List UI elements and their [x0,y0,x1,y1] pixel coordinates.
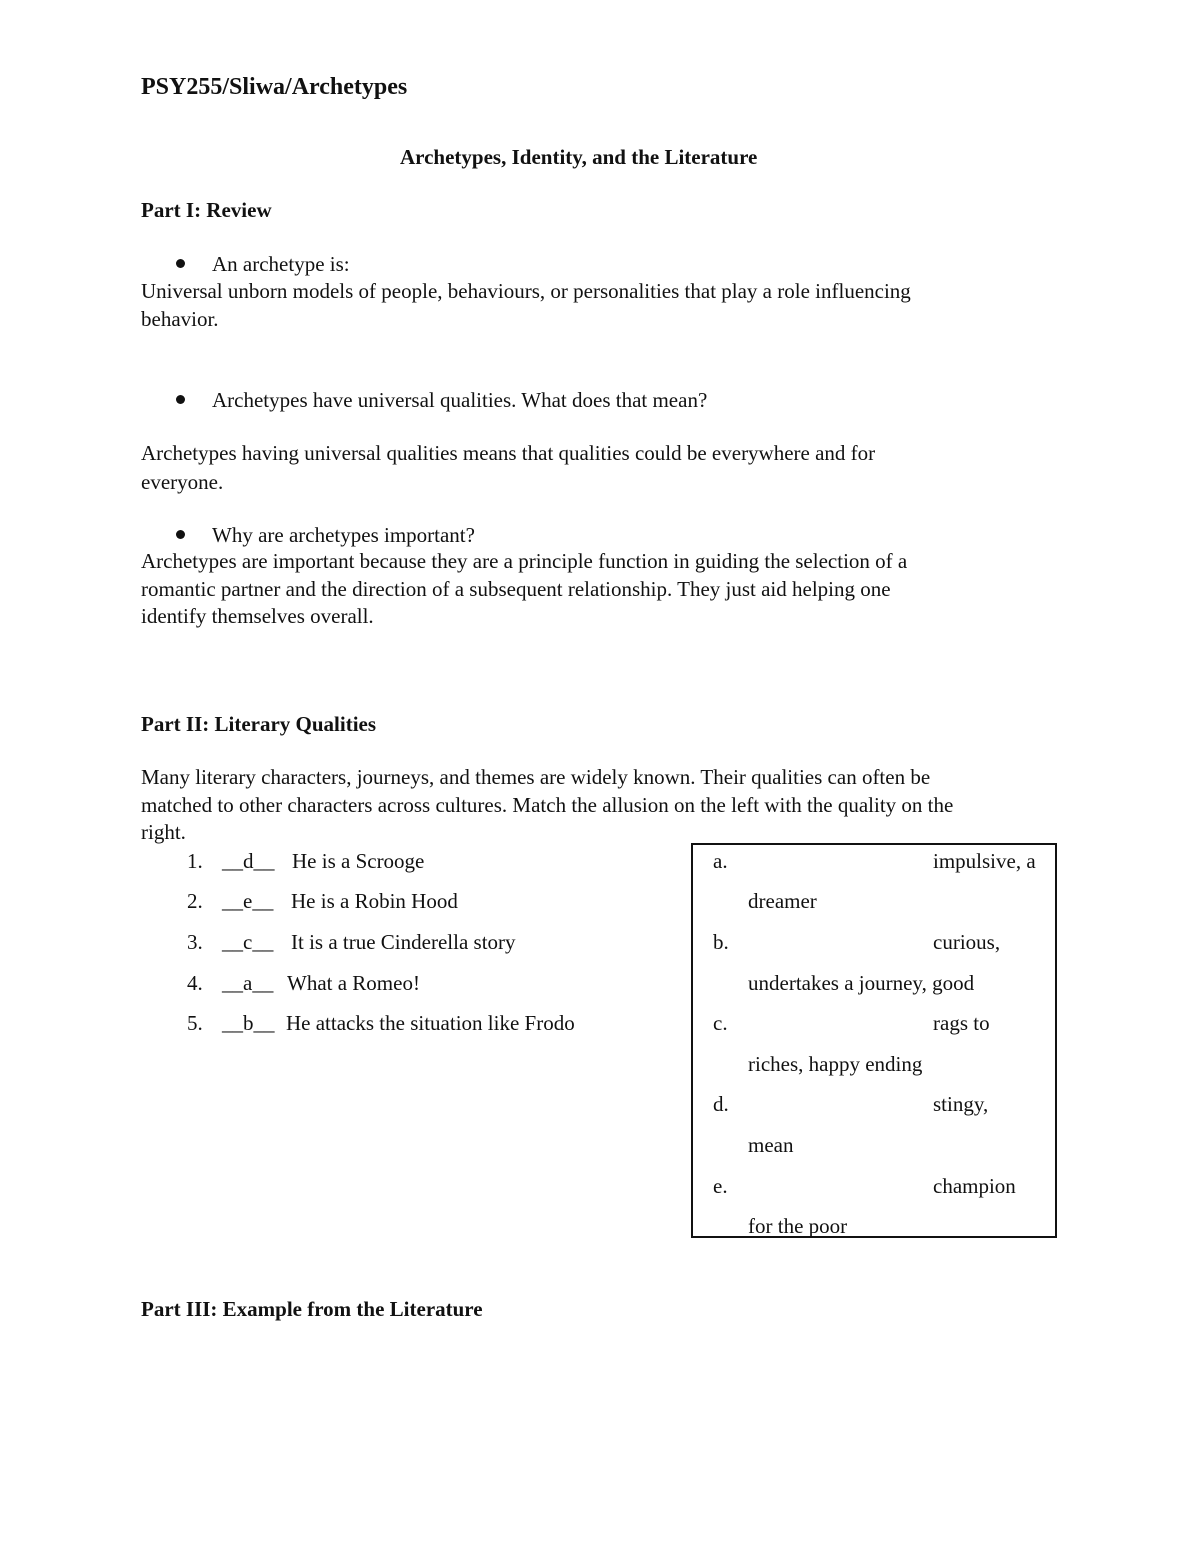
part2-intro-line-1: Many literary characters, journeys, and themes are widely known. Their qualities can often be [141,765,931,789]
match-item-answer: __a__ [222,971,274,995]
match-item-text: It is a true Cinderella story [291,930,516,954]
quality-text-part-2: riches, happy ending [748,1052,923,1076]
quality-text-part-1: champion [933,1174,1016,1198]
answer-1-line-2: behavior. [141,307,219,331]
match-item-number: 5. [187,1011,203,1035]
match-item-number: 2. [187,889,203,913]
match-item-text: He is a Robin Hood [291,889,458,913]
answer-2-line-2: everyone. [141,470,224,494]
quality-letter: d. [713,1092,729,1116]
question-2: Archetypes have universal qualities. What does that mean? [212,388,708,412]
quality-text-part-2: dreamer [748,889,817,913]
quality-text-part-1: rags to [933,1011,990,1035]
quality-text-part-1: curious, [933,930,1001,954]
answer-3-line-3: identify themselves overall. [141,604,374,628]
answer-3-line-1: Archetypes are important because they are a principle function in guiding the selection of a [141,549,908,573]
part3-heading: Part III: Example from the Literature [141,1297,483,1321]
answer-2-line-1: Archetypes having universal qualities means that qualities could be everywhere and for [141,441,876,465]
match-item-text: He is a Scrooge [292,849,425,873]
question-1: An archetype is: [212,252,350,276]
quality-letter: a. [713,849,728,873]
quality-text-part-2: undertakes a journey, good [748,971,975,995]
bullet-dot-3 [176,530,185,539]
quality-letter: b. [713,930,729,954]
quality-text-part-1: stingy, [933,1092,989,1116]
bullet-dot-1 [176,259,185,268]
document-title: Archetypes, Identity, and the Literature [400,145,758,169]
quality-letter: c. [713,1011,728,1035]
match-item-number: 1. [187,849,203,873]
course-header: PSY255/Sliwa/Archetypes [141,74,408,100]
quality-text-part-1: impulsive, a [933,849,1036,873]
match-item-answer: __b__ [222,1011,275,1035]
match-item-answer: __c__ [222,930,274,954]
match-item-number: 4. [187,971,203,995]
match-item-answer: __d__ [222,849,275,873]
match-item-answer: __e__ [222,889,274,913]
bullet-dot-2 [176,395,185,404]
quality-text-part-2: for the poor [748,1214,848,1238]
part2-intro-line-2: matched to other characters across cultures. Match the allusion on the left with the quality on the [141,793,954,817]
part2-heading: Part II: Literary Qualities [141,712,377,736]
match-item-number: 3. [187,930,203,954]
quality-text-part-2: mean [748,1133,794,1157]
answer-3-line-2: romantic partner and the direction of a subsequent relationship. They just aid helping one [141,577,891,601]
match-item-text: He attacks the situation like Frodo [286,1011,575,1035]
match-item-text: What a Romeo! [287,971,420,995]
quality-letter: e. [713,1174,728,1198]
question-3: Why are archetypes important? [212,523,475,547]
part2-intro-line-3: right. [141,820,186,844]
answer-1-line-1: Universal unborn models of people, behaviours, or personalities that play a role influencing [141,279,911,303]
part1-heading: Part I: Review [141,198,272,222]
